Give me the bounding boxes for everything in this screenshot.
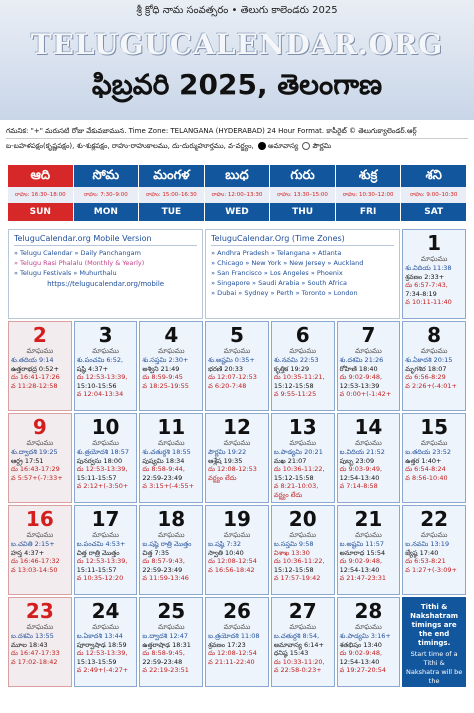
day-cell[interactable] — [74, 321, 138, 411]
panchang-line: వ 22:19-23:51 — [142, 666, 189, 675]
weekday-english-label: WED — [205, 203, 270, 221]
panchang-line: శు.తదియ 9:14 — [11, 356, 54, 364]
day-cell[interactable] — [402, 413, 466, 503]
weekday-telugu-label: సోమ — [74, 165, 139, 187]
panchang-line: స్వాతి 10:40 — [208, 548, 244, 557]
weekday-english-label: THU — [270, 203, 335, 221]
timezones-title[interactable]: TeluguCalendar.Org (Time Zones) — [211, 234, 394, 246]
day-number: 16 — [25, 507, 54, 531]
masam-label: మాఘము — [26, 531, 54, 539]
day-number: 5 — [230, 323, 244, 347]
day-cell[interactable] — [402, 321, 466, 411]
purnima-circle-icon — [302, 142, 310, 150]
panchang-line: 15:10-15:56 — [76, 381, 117, 390]
panchang-line: అశ్విని 21:49 — [142, 364, 180, 373]
panchang-line: పూర్వాషాఢ 18:59 — [76, 640, 127, 649]
day-cell[interactable] — [74, 597, 138, 687]
panchang-line: శు.ద్వాదశి 19:25 — [11, 448, 58, 456]
panchang-line: ధనిష్ఠ 15:43 — [273, 649, 309, 658]
panchang-line: శు.సప్తమి 2:30+ — [142, 356, 189, 364]
panchang-line: శు.నవమి 22:53 — [273, 356, 319, 364]
weekday-tue — [139, 165, 204, 223]
panchang-line: శు.చతుర్దశి 18:55 — [142, 448, 191, 456]
day-number: 13 — [288, 415, 317, 439]
masam-label: మాఘము — [289, 531, 317, 539]
day-number: 8 — [427, 323, 442, 347]
purnima-label: పౌర్ణమి — [312, 142, 332, 150]
panchang-line: వ 11:59-13:46 — [142, 574, 189, 583]
day-cell[interactable] — [271, 597, 335, 687]
day-cell[interactable] — [337, 321, 401, 411]
panchang-line: శు.దశమి 21:26 — [339, 356, 384, 364]
tithi-note-line: & Nakshatram. — [409, 704, 459, 712]
panchang-line: బ.అష్టమి 11:57 — [339, 540, 385, 548]
day-number: 11 — [157, 415, 186, 439]
panchang-line: వ 17:57-19:42 — [273, 574, 321, 583]
tithi-note-title: Tithi & Nakshatram timings are the end timings. — [410, 603, 459, 647]
timezones-box — [205, 229, 400, 319]
weekday-telugu-label: బుధ — [205, 165, 270, 187]
panchang-line: బ.ఏకాదశి 13:44 — [76, 632, 123, 640]
masam-label: మాఘము — [355, 623, 382, 631]
day-number: 4 — [164, 323, 179, 347]
panchang-line: వ 10:11-11:40 — [405, 298, 452, 307]
masam-label: మాఘము — [420, 255, 448, 263]
panchang-line: విశాఖ 13:30 — [273, 548, 310, 557]
panchang-line: దు 16:41-17:26 — [11, 373, 60, 382]
panchang-line: అనూరాధ 15:54 — [339, 548, 386, 557]
calendar-grid — [8, 229, 466, 712]
weekday-english-label: TUE — [139, 203, 204, 221]
panchang-line: పౌర్ణమి 19:22 — [208, 448, 247, 456]
day-number: 2 — [32, 323, 47, 347]
panchang-line: శు.ఏకాదశి 20:15 — [405, 356, 453, 364]
panchang-line: దు 12:53-13:39, — [76, 649, 128, 658]
panchang-line: వ 3:15+(-4:55+ — [142, 482, 195, 491]
masam-label: మాఘము — [157, 347, 185, 355]
masam-label: మాఘము — [223, 347, 251, 355]
page-title: ఫిబ్రవరి 2025, తెలంగాణ — [91, 68, 383, 101]
legend-text: బ-బహళపక్షం(కృష్ణపక్షం), శు-శుక్లపక్షం, రాహు-రాహుకాలము, దు-దుర్ముహూర్తము, వ-వర్జ్యం, — [6, 142, 254, 150]
panchang-line: మూల 18:43 — [11, 640, 48, 649]
weekday-wed — [205, 165, 270, 223]
panchang-line: బ.చతుర్దశి 8:54, — [273, 632, 320, 640]
notes — [0, 124, 474, 153]
tithi-note-line: end time of — [415, 686, 453, 694]
panchang-line: శు.త్రయోదశి 18:57 — [76, 448, 130, 456]
rahu-kalam-label: రాహు: 10:30–12:00 — [336, 187, 401, 203]
panchang-line: శు.పాడ్యమి 3:16+ — [339, 632, 391, 640]
rahu-kalam-label: రాహు: 12:00–13:30 — [205, 187, 270, 203]
panchang-line: దు 12:07-12:53 — [208, 373, 257, 382]
panchang-line: 7:34-8:19 — [405, 289, 437, 298]
masam-label: మాఘము — [223, 531, 251, 539]
site-logo[interactable]: TELUGUCALENDAR.ORG — [30, 28, 444, 61]
panchang-line: చిత్త రాత్రి మొత్తం — [76, 548, 120, 557]
panchang-line: దు 12:53-13:39, — [76, 557, 128, 566]
panchang-line: బ.నవమి 13:19 — [405, 540, 450, 548]
day-number: 19 — [223, 507, 251, 531]
day-number: 24 — [91, 599, 120, 623]
tithi-note-line: the previous Tithi — [405, 695, 463, 703]
masam-label: మాఘము — [157, 439, 185, 447]
year-line: శ్రీ క్రోధి నామ సంవత్సరం • తెలుగు కాలెండరు 2025 — [136, 5, 338, 16]
day-number: 28 — [354, 599, 383, 623]
panchang-line: దు 16:43-17:29 — [11, 465, 60, 474]
day-number: 17 — [91, 507, 120, 531]
day-cell[interactable] — [139, 413, 203, 503]
day-number: 21 — [354, 507, 383, 531]
panchang-line: బ.పంచమి 4:53+ — [76, 540, 126, 548]
panchang-line: శ్రవణం 2:33+ — [405, 272, 445, 281]
panchang-line: దు 9:03-9:49, — [339, 465, 383, 474]
panchang-line: దు 8:57-9:43, — [142, 557, 185, 566]
weekday-english-label: MON — [74, 203, 139, 221]
weekday-thu — [270, 165, 335, 223]
panchang-line: దు 9:02-9:48, — [339, 557, 383, 566]
panchang-line: భరణి 20:33 — [208, 364, 244, 373]
panchang-line: ఆర్ద్ర 17:51 — [11, 456, 44, 465]
note-line-2 — [6, 139, 468, 153]
panchang-line: వ 6:20-7:48 — [208, 381, 247, 390]
masam-label: మాఘము — [355, 439, 382, 447]
masam-label: మాఘము — [223, 623, 251, 631]
weekday-telugu-label: ఆది — [8, 165, 73, 187]
day-cell[interactable] — [139, 321, 203, 411]
day-cell[interactable] — [205, 597, 269, 687]
tz-line[interactable]: » Chicago » New York » New Jersey » Auckland — [211, 259, 364, 267]
masam-label: మాఘము — [289, 623, 317, 631]
day-cell[interactable] — [271, 321, 335, 411]
masam-label: మాఘము — [157, 623, 185, 631]
masam-label: మాఘము — [223, 439, 251, 447]
panchang-line: వ 18:25-19:55 — [142, 381, 189, 390]
weekday-mon — [74, 165, 139, 223]
masam-label: మాఘము — [26, 439, 54, 447]
panchang-line: వ 19:27-20:54 — [339, 666, 387, 675]
panchang-line: ఉత్తరాభద్ర 0:52+ — [11, 364, 59, 373]
panchang-line: పుబ్బ 23:09 — [339, 456, 375, 465]
masam-label: మాఘము — [92, 623, 119, 631]
panchang-line: అమావాస్య 6:14+ — [273, 640, 324, 649]
panchang-line: వ 17:02-18:42 — [11, 657, 58, 666]
day-cell[interactable] — [8, 597, 72, 687]
day-number: 26 — [223, 599, 251, 623]
panchang-line: బ.తదియ 23:52 — [405, 448, 452, 456]
panchang-line: వ 12:04-13:34 — [76, 390, 124, 399]
panchang-line: ఉత్తరాషాఢ 18:31 — [142, 640, 191, 649]
panchang-line: 15:12-15:58 — [273, 473, 314, 482]
panchang-line: 15:12-15:58 — [273, 381, 314, 390]
weekday-telugu-label: శుక్ర — [336, 165, 401, 187]
weekday-telugu-label: శని — [401, 165, 466, 187]
panchang-line: వ 8:21-10:03, — [273, 482, 319, 491]
weekday-sun — [8, 165, 73, 223]
panchang-line: బ.పాడ్యమి 20:21 — [273, 448, 323, 456]
day-cell[interactable] — [402, 229, 466, 319]
panchang-line: వ 7:14-8:58 — [339, 482, 378, 491]
panchang-line: వ 5:57+(-7:33+ — [11, 473, 63, 482]
panchang-line: వ 16:56-18:42 — [208, 565, 255, 574]
panchang-line: 15:12-15:58 — [273, 565, 314, 574]
panchang-line: శు.పంచమి 6:52, — [76, 356, 124, 364]
panchang-line: శ్రవణం 17:23 — [208, 640, 246, 649]
masam-label: మాఘము — [92, 439, 119, 447]
day-cell[interactable] — [271, 413, 335, 503]
panchang-line: బ.చవితి 2:15+ — [11, 540, 55, 548]
day-number: 15 — [420, 415, 449, 439]
panchang-line: వ 22:58-0:23+ — [273, 666, 322, 675]
day-number: 27 — [288, 599, 317, 623]
panchang-line: కృత్తిక 19:29 — [273, 364, 310, 373]
weekday-telugu-label: మంగళ — [139, 165, 204, 187]
panchang-line: 12:54-13:40 — [339, 473, 380, 482]
panchang-line: దు 16:47-17:33 — [11, 649, 60, 658]
day-number: 25 — [157, 599, 186, 623]
panchang-line: దు 16:46-17:32 — [11, 557, 60, 566]
tz-line[interactable]: » San Francisco » Los Angeles » Phoenix — [211, 269, 343, 277]
panchang-line: దు 6:53-8:21 — [405, 557, 446, 566]
panchang-line: పునర్వసు 18:00 — [76, 456, 123, 465]
rahu-kalam-label: రాహు: 16:30–18:00 — [8, 187, 73, 203]
weekday-english-label: FRI — [336, 203, 401, 221]
panchang-line: వ 9:55-11:25 — [273, 390, 317, 399]
panchang-line: బ.షష్ఠి రాత్రి మొత్తం — [142, 540, 192, 548]
tz-line[interactable]: » Andhra Pradesh » Telangana » Atlanta — [211, 249, 342, 257]
panchang-line: దు 12:53-13:39, — [76, 465, 128, 474]
panchang-line: బ.ద్వాదశి 12:47 — [142, 632, 189, 640]
panchang-line: వ 0:00+(-1:42+ — [339, 390, 392, 399]
tz-line[interactable]: » Dubai » Sydney » Perth » Toronto » London — [211, 289, 358, 297]
panchang-line: వర్జ్యం లేదు — [273, 490, 303, 499]
day-cell[interactable] — [139, 597, 203, 687]
masam-label: మాఘము — [92, 531, 119, 539]
weekday-sat — [401, 165, 466, 223]
panchang-line: 12:54-13:40 — [339, 565, 380, 574]
panchang-line: శు.విదియ 11:38 — [405, 264, 452, 272]
day-cell[interactable] — [8, 505, 72, 595]
masam-label: మాఘము — [92, 347, 119, 355]
panchang-line: 15:13-15:59 — [76, 657, 117, 666]
day-cell[interactable] — [337, 413, 401, 503]
panchang-line: బ.త్రయోదశి 11:08 — [208, 632, 260, 640]
day-number: 10 — [91, 415, 120, 439]
panchang-line: దు 9:02-9:48, — [339, 373, 383, 382]
day-cell[interactable] — [402, 505, 466, 595]
day-cell[interactable] — [139, 505, 203, 595]
panchang-line: వ 2:26+(-4:01+ — [405, 381, 457, 390]
panchang-line: జ్యేష్ఠ 17:40 — [405, 548, 439, 557]
masam-label: మాఘము — [26, 623, 54, 631]
panchang-line: 15:11-15:57 — [76, 565, 117, 574]
panchang-line: 22:59-23:49 — [142, 565, 183, 574]
day-cell[interactable] — [74, 413, 138, 503]
day-number: 22 — [420, 507, 449, 531]
day-cell[interactable] — [8, 321, 72, 411]
day-cell[interactable] — [8, 413, 72, 503]
day-number: 20 — [288, 507, 317, 531]
panchang-line: పుష్యమి 18:34 — [142, 456, 185, 465]
panchang-line: రోహిణి 18:40 — [339, 364, 378, 373]
panchang-line: వ 21:47-23:31 — [339, 574, 387, 583]
panchang-line: వ 11:28-12:58 — [11, 381, 58, 390]
panchang-line: వ 1:27+(-3:09+ — [405, 565, 457, 574]
panchang-line: దు 10:36-11:22, — [273, 465, 325, 474]
panchang-line: దు 12:08-12:54 — [208, 649, 257, 658]
panchang-line: 15:11-15:57 — [76, 473, 117, 482]
amavasya-label: అమావాస్య — [268, 142, 299, 150]
day-number: 6 — [295, 323, 310, 347]
tz-line[interactable]: » Singapore » Saudi Arabia » South Africa — [211, 279, 347, 287]
panchang-line: మఖ 21:07 — [273, 456, 307, 465]
panchang-line: దు 12:08-12:53 — [208, 465, 257, 474]
panchang-line: 12:54-13:40 — [339, 657, 380, 666]
panchang-line: షష్ఠి 4:37+ — [76, 364, 109, 373]
masam-label: మాఘము — [420, 531, 448, 539]
rahu-kalam-label: రాహు: 15:00–16:30 — [139, 187, 204, 203]
tithi-note — [402, 597, 466, 712]
link-calendar[interactable]: » Telugu Calendar » Daily Panchangam — [14, 249, 141, 257]
panchang-line: దు 6:56-8:29 — [405, 373, 446, 382]
panchang-line: శు.అష్టమి 0:35+ — [208, 356, 255, 364]
rahu-kalam-label: రాహు: 9:00–10:30 — [401, 187, 466, 203]
mobile-links-box — [8, 229, 203, 319]
panchang-line: దు 8:58-9:44, — [142, 465, 185, 474]
panchang-line: దు 8:59-9:45 — [142, 373, 183, 382]
panchang-line: దు 10:36-11:22, — [273, 557, 325, 566]
mobile-box-title[interactable]: TeluguCalendar.org Mobile Version — [14, 234, 197, 246]
link-rasi-phalalu[interactable]: » Telugu Rasi Phalalu (Monthly & Yearly) — [14, 259, 145, 267]
day-cell[interactable] — [205, 413, 269, 503]
panchang-line: శతభిషం 13:40 — [339, 640, 382, 649]
day-number: 18 — [157, 507, 186, 531]
masam-label: మాఘము — [420, 439, 448, 447]
masam-label: మాఘము — [355, 347, 382, 355]
tithi-note-line: Nakshatra will be the — [405, 668, 463, 685]
panchang-line: వ 2:49+(-4:27+ — [76, 666, 129, 675]
day-cell[interactable] — [337, 505, 401, 595]
day-cell[interactable] — [74, 505, 138, 595]
panchang-line: వ 10:35-12:20 — [76, 574, 124, 583]
panchang-line: దు 12:53-13:39, — [76, 373, 128, 382]
tithi-note-line: Start time of a Tithi & — [410, 650, 458, 667]
panchang-line: వ 2:12+(-3:50+ — [76, 482, 129, 491]
panchang-line: ఉత్తర 1:40+ — [405, 456, 442, 465]
amavasya-dot-icon — [258, 142, 266, 150]
mobile-url[interactable]: https://telugucalendar.org/mobile — [47, 280, 165, 288]
note-line-1: గమనిక: "+" మరుసటి రోజు వేకువజామున. Time Zone: TELANGANA (HYDERABAD) 24 Hour Format. కాపీరైట్ © తెలుగుక్యాలెండర్.ఆర్గ్ — [6, 124, 468, 139]
day-number: 23 — [25, 599, 54, 623]
panchang-line: వ 8:56-10:40 — [405, 473, 448, 482]
masam-label: మాఘము — [420, 347, 448, 355]
day-cell[interactable] — [205, 321, 269, 411]
weekday-fri — [336, 165, 401, 223]
panchang-line: చిత్త 7:35 — [142, 548, 170, 557]
panchang-line: వర్జ్యం లేదు — [208, 473, 237, 482]
header — [0, 0, 474, 120]
panchang-line: దు 12:08-12:54 — [208, 557, 257, 566]
day-number: 9 — [32, 415, 47, 439]
day-cell[interactable] — [205, 505, 269, 595]
masam-label: మాఘము — [355, 531, 382, 539]
masam-label: మాఘము — [289, 347, 317, 355]
weekday-header — [8, 165, 466, 223]
day-number: 7 — [361, 323, 376, 347]
panchang-line: మృగశిర 18:07 — [405, 364, 447, 373]
weekday-english-label: SUN — [8, 203, 73, 221]
day-number: 12 — [223, 415, 251, 439]
weekday-english-label: SAT — [401, 203, 466, 221]
panchang-line: 12:53-13:39 — [339, 381, 380, 390]
day-number: 14 — [354, 415, 383, 439]
rahu-kalam-label: రాహు: 7:30–9:00 — [74, 187, 139, 203]
panchang-line: దు 9:02-9:48, — [339, 649, 383, 658]
panchang-line: వ 13:03-14:50 — [11, 565, 58, 574]
panchang-line: బ.దశమి 13:55 — [11, 632, 54, 640]
day-cell[interactable] — [337, 597, 401, 687]
day-number: 1 — [427, 231, 442, 255]
day-cell[interactable] — [271, 505, 335, 595]
day-number: 3 — [98, 323, 113, 347]
panchang-line: దు 10:35-11:21, — [273, 373, 325, 382]
panchang-line: హస్త 4:37+ — [11, 548, 45, 557]
panchang-line: ఆశ్లేష 19:35 — [208, 456, 243, 465]
panchang-line: బ.విదియ 21:52 — [339, 448, 385, 456]
panchang-line: దు 10:33-11:20, — [273, 657, 325, 666]
panchang-line: దు 6:54-8:24 — [405, 465, 446, 474]
masam-label: మాఘము — [26, 347, 54, 355]
link-festivals[interactable]: » Telugu Festivals » Muhurthalu — [14, 269, 117, 277]
panchang-line: 22:59-23:49 — [142, 473, 183, 482]
panchang-line: 22:59-23:48 — [142, 657, 183, 666]
panchang-line: దు 6:57-7:43, — [405, 281, 448, 290]
panchang-line: బ.షష్ఠి 7:32 — [208, 540, 242, 548]
masam-label: మాఘము — [157, 531, 185, 539]
panchang-line: బ.సప్తమి 9:58 — [273, 540, 314, 548]
panchang-line: దు 8:58-9:45, — [142, 649, 185, 658]
weekday-telugu-label: గురు — [270, 165, 335, 187]
masam-label: మాఘము — [289, 439, 317, 447]
panchang-line: వ 21:11-22:40 — [208, 657, 255, 666]
rahu-kalam-label: రాహు: 13:30–15:00 — [270, 187, 335, 203]
